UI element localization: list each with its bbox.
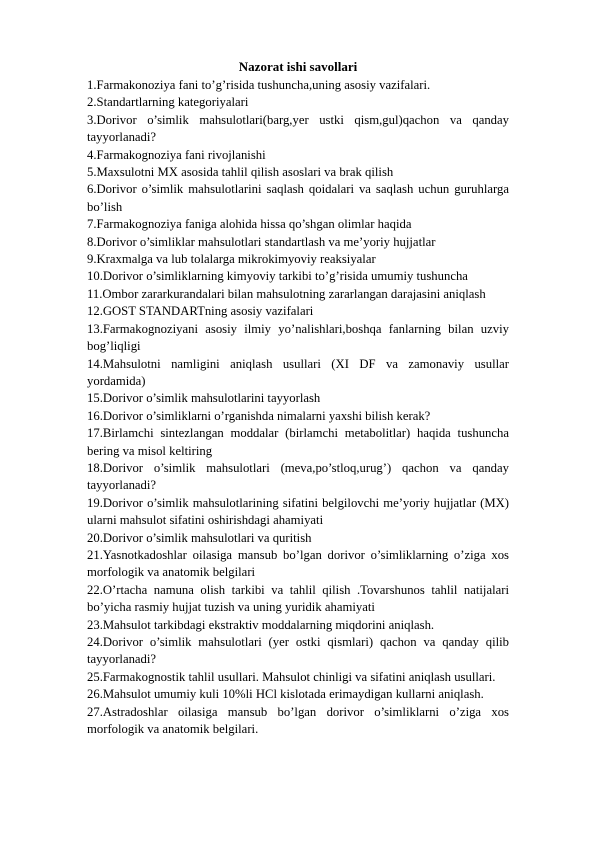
question-item: 24.Dorivor o’simlik mahsulotlari (yer ostki qismlari) qachon va qanday qilib tayyorlanadi? bbox=[87, 635, 509, 667]
question-item: 13.Farmakognoziyani asosiy ilmiy yo’nalishlari,boshqa fanlarning bilan uzviy bog’liqligi bbox=[87, 321, 509, 354]
question-item: 8.Dorivor o’simliklar mahsulotlari standartlash va me’yoriy hujjatlar bbox=[87, 234, 436, 249]
question-item: 3.Dorivor o’simlik mahsulotlari(barg,yer ustki qism,gul)qachon va qanday tayyorlanadi? bbox=[87, 112, 509, 145]
question-item: 12.GOST STANDARTning asosiy vazifalari bbox=[87, 304, 314, 319]
question-item: 16.Dorivor o’simliklarni o’rganishda nimalarni yaxshi bilish kerak? bbox=[87, 408, 431, 423]
question-item: 6.Dorivor o’simlik mahsulotlarini saqlash qoidalari va saqlash uchun guruhlarga bo’lish bbox=[87, 182, 509, 214]
page-title: Nazorat ishi savollari bbox=[238, 59, 358, 74]
question-item: 23.Mahsulot tarkibdagi ekstraktiv moddalarning miqdorini aniqlash. bbox=[87, 617, 435, 632]
question-item: 18.Dorivor o’simlik mahsulotlari (meva,po’stloq,urug’) qachon va qanday tayyorlanadi? bbox=[87, 460, 509, 493]
question-item: 10.Dorivor o’simliklarning kimyoviy tarkibi to’g’risida umumiy tushuncha bbox=[87, 269, 468, 284]
question-item: 5.Maxsulotni MX asosida tahlil qilish asoslari va brak qilish bbox=[87, 165, 394, 180]
question-item: 7.Farmakognoziya faniga alohida hissa qo’shgan olimlar haqida bbox=[87, 217, 412, 232]
question-item: 9.Kraxmalga va lub tolalarga mikrokimyoviy reaksiyalar bbox=[87, 252, 376, 267]
question-item: 20.Dorivor o’simlik mahsulotlari va quritish bbox=[87, 530, 312, 545]
question-item: 14.Mahsulotni namligini aniqlash usullari (XI DF va zamonaviy usullar yordamida) bbox=[87, 356, 509, 388]
question-item: 19.Dorivor o’simlik mahsulotlarining sifatini belgilovchi me’yoriy hujjatlar (MX) ularni mahsulot sifatini oshirishdagi ahamiyati bbox=[87, 495, 509, 528]
question-item: 22.O’rtacha namuna olish tarkibi va tahlil qilish .Tovarshunos tahlil natijalari bo’yicha rasmiy hujjat tuzish va uning yuridik ahamiyati bbox=[87, 582, 509, 615]
question-item: 11.Ombor zararkurandalari bilan mahsulotning zararlangan darajasini aniqlash bbox=[87, 286, 486, 301]
question-item: 27.Astradoshlar oilasiga mansub bo’lgan dorivor o’simliklarni o’ziga xos morfologik va anatomik belgilari. bbox=[87, 704, 509, 737]
question-item: 2.Standartlarning kategoriyalari bbox=[87, 95, 249, 110]
question-list bbox=[87, 77, 509, 738]
question-item: 21.Yasnotkadoshlar oilasiga mansub bo’lgan dorivor o’simliklarning o’ziga xos morfologik va anatomik belgilari bbox=[87, 547, 509, 580]
document-content bbox=[87, 58, 509, 738]
question-item: 15.Dorivor o’simlik mahsulotlarini tayyorlash bbox=[87, 391, 321, 406]
question-item: 25.Farmakognostik tahlil usullari. Mahsulot chinligi va sifatini aniqlash usullari. bbox=[87, 669, 496, 684]
question-item: 26.Mahsulot umumiy kuli 10%li HCl kislotada erimaydigan kullarni aniqlash. bbox=[87, 687, 484, 702]
question-item: 4.Farmakognoziya fani rivojlanishi bbox=[87, 147, 266, 162]
question-item: 17.Birlamchi sintezlangan moddalar (birlamchi metabolitlar) haqida tushuncha bering va misol keltiring bbox=[87, 426, 509, 458]
question-item: 1.Farmakonoziya fani to’g’risida tushuncha,uning asosiy vazifalari. bbox=[87, 78, 431, 92]
